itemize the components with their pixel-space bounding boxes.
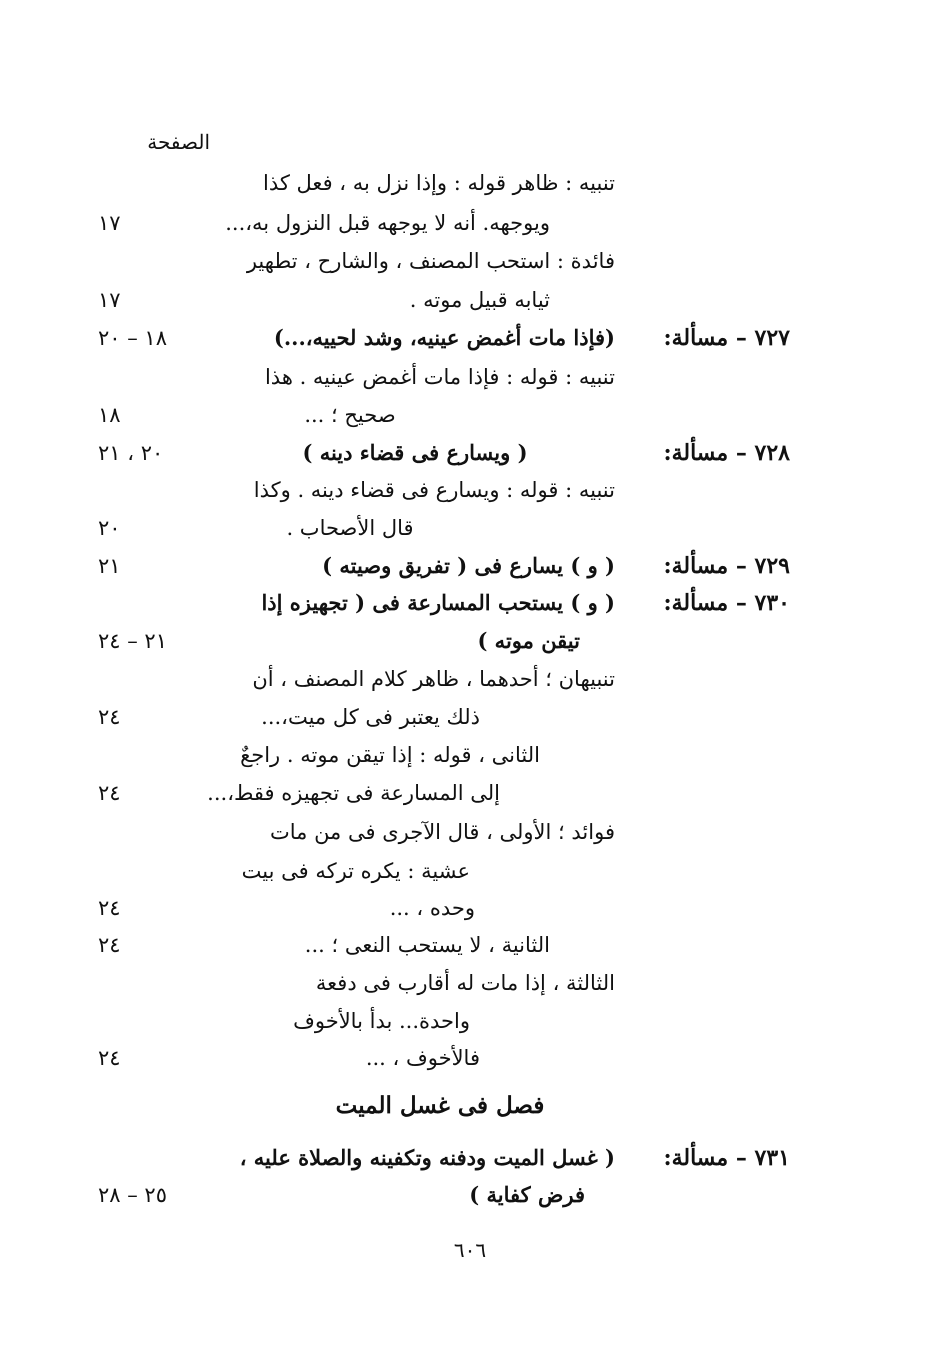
entry-page-ref: ٢٠	[98, 516, 121, 540]
entry-page-ref: ٢٤	[98, 933, 121, 957]
entry-text: تنبيهان ؛ أحدهما ، ظاهر كلام المصنف ، أن	[252, 667, 615, 691]
entry-text: الثانية ، لا يستحب النعى ؛ ...	[304, 933, 550, 957]
entry-text: واحدة... بدأ بالأخوف	[293, 1009, 470, 1033]
entry-text: ( ويسارع فى قضاء دينه )	[302, 440, 528, 465]
entry-text: ويوجهه. أنه لا يوجهه قبل النزول به،...	[225, 211, 550, 235]
entry-page-ref: ٢٤	[98, 896, 121, 920]
entry-page-ref: ١٧	[98, 288, 121, 312]
entry-page-ref: ٢١	[98, 554, 121, 578]
entry-page-ref: ٢١ – ٢٤	[98, 629, 167, 653]
entry-label: ٧٢٩ – مسألة:	[663, 553, 790, 579]
entry-text: صحيح ؛ ...	[304, 403, 396, 427]
entry-text: ( غسل الميت ودفنه وتكفينه والصلاة عليه ،	[239, 1145, 615, 1170]
entry-text: الثالثة ، إذا مات له أقارب فى دفعة	[315, 971, 615, 995]
entry-text: عشية : يكره تركه فى بيت	[241, 859, 470, 883]
entry-page-ref: ١٨ – ٢٠	[98, 326, 167, 350]
entry-page-ref: ٢٠ ، ٢١	[98, 441, 164, 465]
entry-page-ref: ٢٥ – ٢٨	[98, 1183, 167, 1207]
entry-label: ٧٢٧ – مسألة:	[663, 325, 790, 351]
entry-text: ( و ) يسارع فى ( تفريق وصيته )	[322, 553, 615, 578]
section-title: فصل فى غسل الميت	[335, 1092, 545, 1119]
entry-page-ref: ١٨	[98, 403, 121, 427]
entry-text: (فإذا مات أغمض عينيه، وشد لحييه،...)	[273, 325, 615, 350]
entry-text: ذلك يعتبر فى كل ميت،...	[261, 705, 480, 729]
entry-page-ref: ١٧	[98, 211, 121, 235]
entry-text: تيقن موته )	[477, 628, 580, 653]
entry-text: قال الأصحاب .	[286, 516, 414, 540]
entry-text: تنبيه : ظاهر قوله : وإذا نزل به ، فعل كذا	[263, 171, 615, 195]
page-column-heading: الصفحة	[147, 130, 210, 154]
entry-text: فوائد ؛ الأولى ، قال الآجرى فى من مات	[269, 820, 615, 844]
entry-page-ref: ٢٤	[98, 705, 121, 729]
entry-text: تنبيه : قوله : فإذا مات أغمض عينيه . هذا	[264, 365, 615, 389]
entry-text: وحده ، ...	[389, 896, 475, 920]
entry-label: ٧٣٠ – مسألة:	[663, 590, 790, 616]
entry-text: ( و ) يستحب المسارعة فى ( تجهيزه إذا	[261, 590, 615, 615]
entry-label: ٧٣١ – مسألة:	[663, 1145, 790, 1171]
entry-text: الثانى ، قوله : إذا تيقن موته . راجعٌ	[240, 743, 540, 767]
entry-text: تنبيه : قوله : ويسارع فى قضاء دينه . وكذا	[253, 478, 615, 502]
entry-text: ثيابه قبيل موته .	[409, 288, 550, 312]
page-number: ٦٠٦	[453, 1238, 487, 1262]
entry-page-ref: ٢٤	[98, 781, 121, 805]
entry-label: ٧٢٨ – مسألة:	[663, 440, 790, 466]
entry-text: فالأخوف ، ...	[365, 1046, 480, 1070]
entry-text: فائدة : استحب المصنف ، والشارح ، تطهير	[246, 249, 615, 273]
entry-text: إلى المسارعة فى تجهيزه فقط،...	[207, 781, 500, 805]
entry-page-ref: ٢٤	[98, 1046, 121, 1070]
entry-text: فرض كفاية )	[469, 1182, 585, 1207]
